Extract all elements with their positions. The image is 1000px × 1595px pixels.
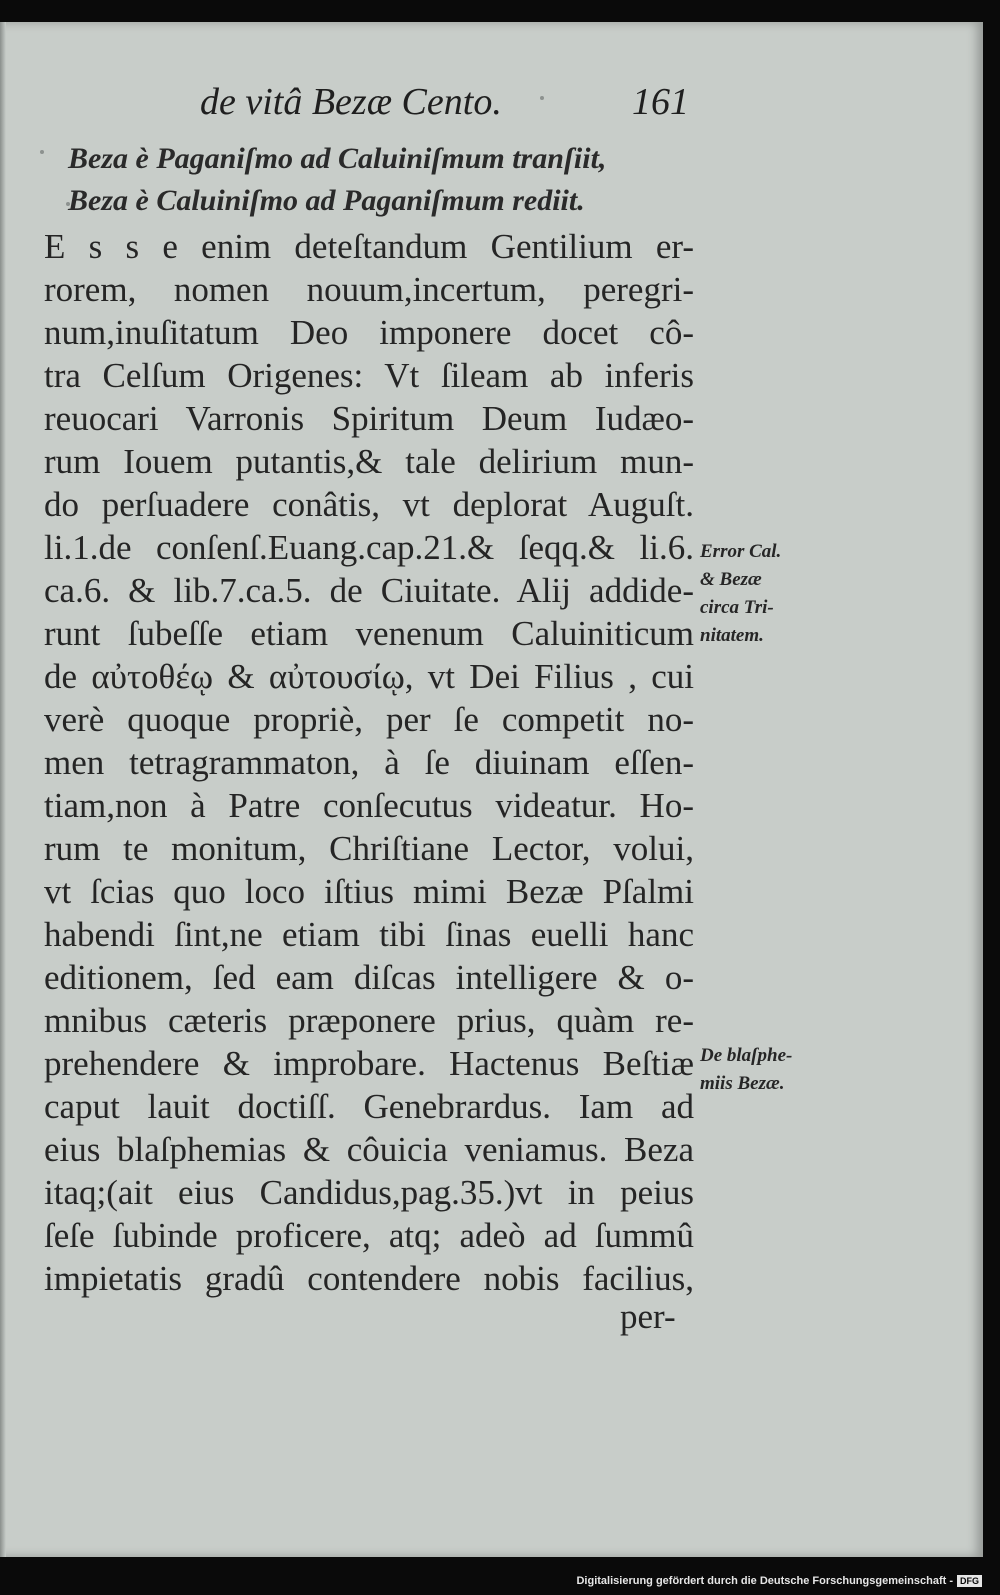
body-text — [44, 225, 694, 1300]
text-line: num,inuſitatum Deo imponere docet cô- — [44, 313, 694, 352]
text-line: men tetragrammaton, à ſe diuinam eſſen- — [44, 743, 694, 782]
text-line: ca.6. & lib.7.ca.5. de Ciuitate. Alij addide- — [44, 571, 694, 610]
margin-note-line: & Bezæ — [700, 569, 762, 590]
margin-note-line: nitatem. — [700, 625, 764, 646]
text-line: editionem, ſed eam diſcas intelligere & o- — [44, 958, 694, 997]
margin-note-blasphemies — [700, 1042, 840, 1098]
margin-note-line: miis Bezæ. — [700, 1073, 785, 1094]
text-line: impietatis gradû contendere nobis facilius, — [44, 1259, 694, 1298]
text-line: ſeſe ſubinde proficere, atq; adeò ad ſummû — [44, 1216, 694, 1255]
margin-note-line: De blaſphe- — [700, 1045, 793, 1066]
margin-note-line: Error Cal. — [700, 541, 782, 562]
text-line: verè quoque propriè, per ſe competit no- — [44, 700, 694, 739]
catchword: per- — [620, 1297, 676, 1336]
running-head — [0, 80, 983, 130]
digitization-footer — [576, 1573, 982, 1589]
text-line: de αὐτοθέῳ & αὐτουσίῳ, vt Dei Filius , cui — [44, 657, 694, 696]
text-line: rum Iouem putantis,& tale delirium mun- — [44, 442, 694, 481]
text-line: runt ſubeſſe etiam venenum Caluiniticum — [44, 614, 694, 653]
dfg-logo: DFG — [957, 1575, 982, 1587]
text-line: reuocari Varronis Spiritum Deum Iudæo- — [44, 399, 694, 438]
margin-note-error — [700, 538, 840, 650]
text-line: do perſuadere conâtis, vt deplorat Auguſt. — [44, 485, 694, 524]
page-edge-shadow — [0, 22, 6, 1557]
text-line: rorem, nomen nouum,incertum, peregri- — [44, 270, 694, 309]
text-line: mnibus cæteris præponere prius, quàm re- — [44, 1001, 694, 1040]
text-line: prehendere & improbare. Hactenus Beſtiæ — [44, 1044, 694, 1083]
text-line: li.1.de conſenſ.Euang.cap.21.& ſeqq.& li.6. — [44, 528, 694, 567]
running-title: de vitâ Bezæ Cento. — [200, 81, 502, 123]
footer-credit: Digitalisierung gefördert durch die Deutsche Forschungsgemeinschaft - — [576, 1575, 953, 1587]
page-number: 161 — [632, 81, 689, 123]
text-line: rum te monitum, Chriſtiane Lector, volui, — [44, 829, 694, 868]
text-line: caput lauit doctiſſ. Genebrardus. Iam ad — [44, 1087, 694, 1126]
text-line: itaq;(ait eius Candidus,pag.35.)vt in peius — [44, 1173, 694, 1212]
margin-note-line: circa Tri- — [700, 597, 774, 618]
section-heading-line: Beza è Caluiniſmo ad Paganiſmum rediit. — [68, 184, 585, 217]
text-line: eius blaſphemias & côuicia veniamus. Beza — [44, 1130, 694, 1169]
section-heading-line: Beza è Paganiſmo ad Caluiniſmum tranſiit, — [68, 142, 607, 175]
ink-speck — [40, 150, 44, 154]
text-line: habendi ſint,ne etiam tibi ſinas euelli hanc — [44, 915, 694, 954]
text-line: tra Celſum Origenes: Vt ſileam ab inferis — [44, 356, 694, 395]
text-line: tiam,non à Patre conſecutus videatur. Ho- — [44, 786, 694, 825]
text-line: E s s e enim deteſtandum Gentilium er- — [44, 227, 694, 266]
text-line: vt ſcias quo loco iſtius mimi Bezæ Pſalmi — [44, 872, 694, 911]
